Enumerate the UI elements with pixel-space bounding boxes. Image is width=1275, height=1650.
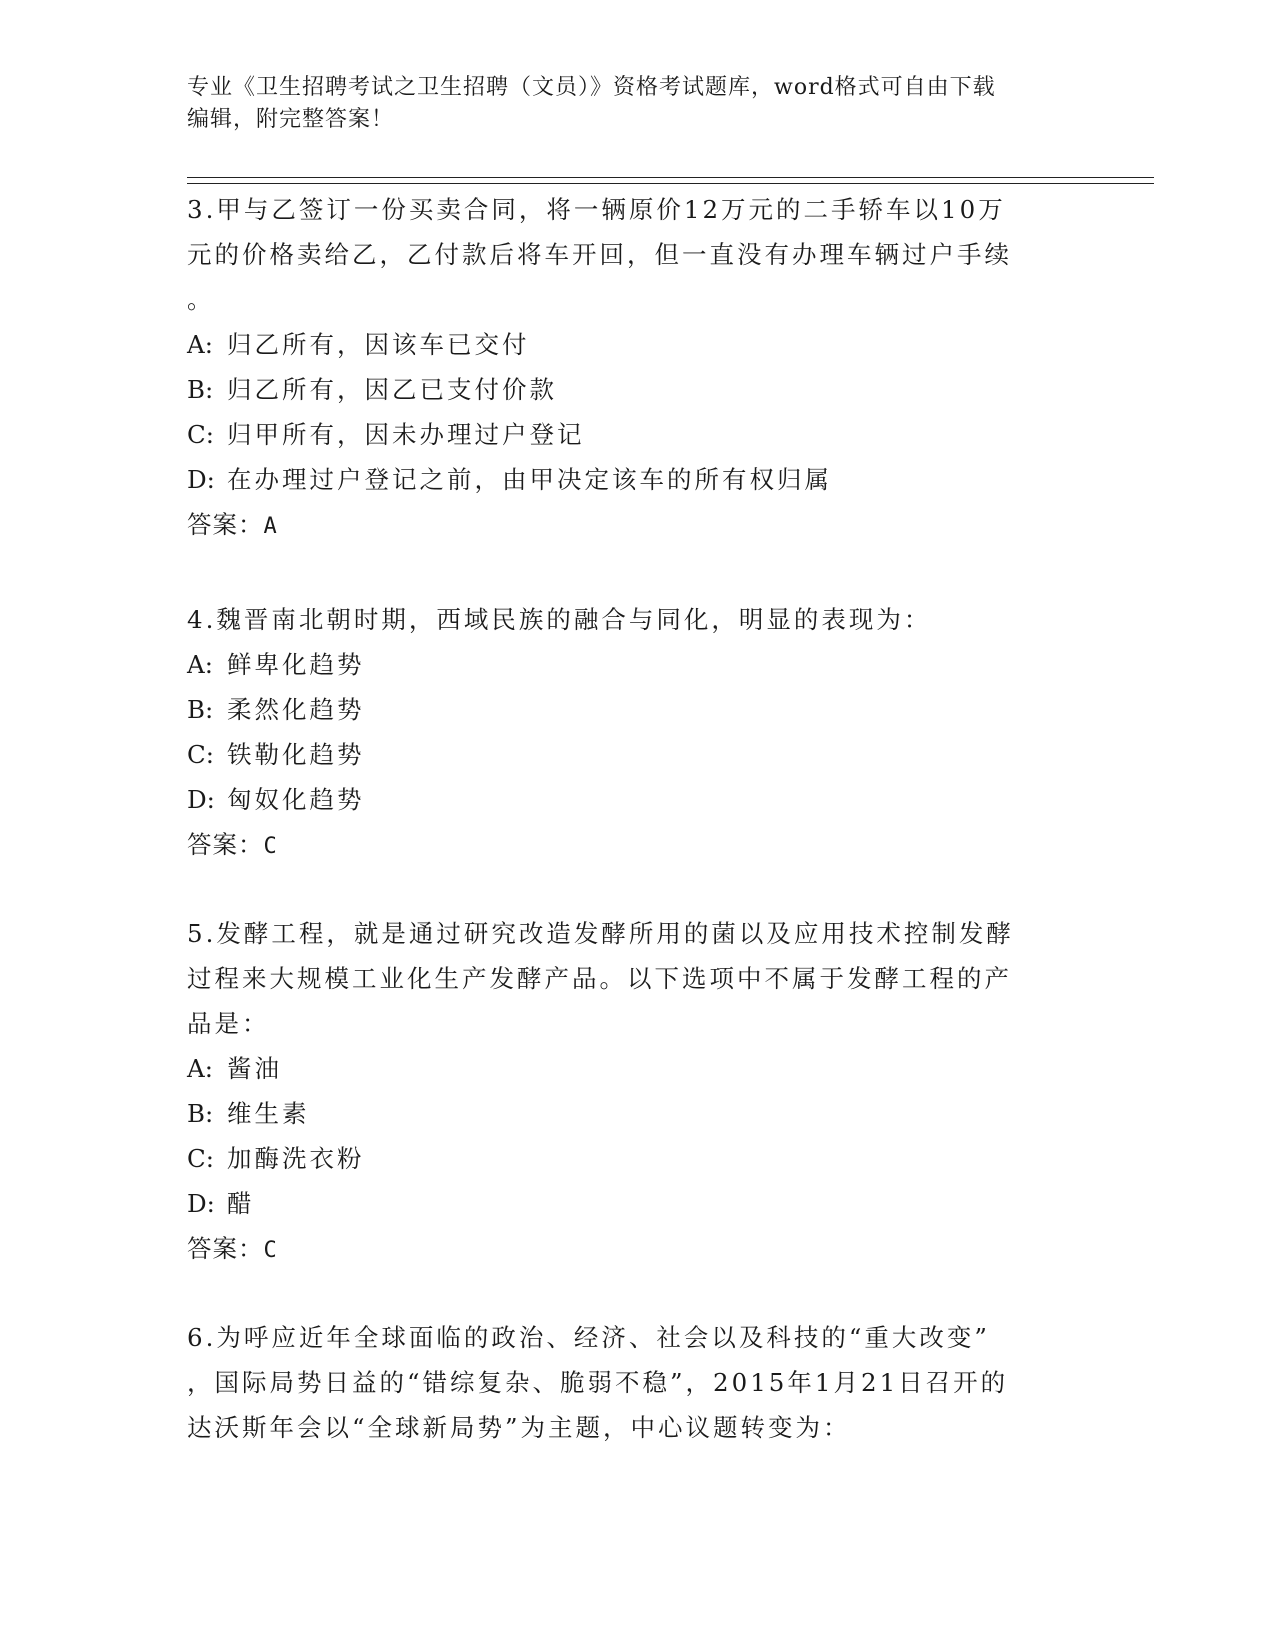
option-text: 归甲所有，因未办理过户登记 (227, 420, 585, 449)
option-d (187, 777, 1087, 822)
question-3 (187, 187, 1087, 547)
option-key: A: (187, 1054, 213, 1083)
option-a (187, 642, 1087, 687)
option-text: 铁勒化趋势 (227, 740, 365, 769)
question-6 (187, 1315, 1087, 1450)
option-c (187, 412, 1087, 457)
option-text: 醋 (227, 1189, 255, 1218)
header-divider-bottom (187, 183, 1154, 184)
answer-value: C (263, 1238, 278, 1263)
option-key: C: (187, 740, 215, 769)
question-stem: 5.发酵工程，就是通过研究改造发酵所用的菌以及应用技术控制发酵 过程来大规模工业化生产发酵产品。以下选项中不属于发酵工程的产 品是： (187, 919, 1014, 1038)
option-b (187, 367, 1087, 412)
option-text: 鲜卑化趋势 (227, 650, 365, 679)
option-text: 柔然化趋势 (227, 695, 365, 724)
option-text: 归乙所有，因乙已支付价款 (227, 375, 557, 404)
option-a (187, 322, 1087, 367)
option-text: 归乙所有，因该车已交付 (227, 330, 530, 359)
option-key: B: (187, 1099, 214, 1128)
option-d (187, 1181, 1087, 1226)
document-header: 专业《卫生招聘考试之卫生招聘（文员）》资格考试题库，word格式可自由下载 编辑，附完整答案！ (187, 75, 996, 132)
option-key: D: (187, 1189, 215, 1218)
option-key: D: (187, 785, 215, 814)
option-key: D: (187, 465, 215, 494)
answer (187, 502, 1087, 547)
option-key: A: (187, 650, 213, 679)
option-text: 在办理过户登记之前，由甲决定该车的所有权归属 (227, 465, 832, 494)
answer-label: 答案： (187, 830, 264, 859)
option-text: 加酶洗衣粉 (227, 1144, 365, 1173)
option-a (187, 1046, 1087, 1091)
question-stem: 6.为呼应近年全球面临的政治、经济、社会以及科技的“重大改变” ，国际局势日益的“错综复杂、脆弱不稳”，2015年1月21日召开的 达沃斯年会以“全球新局势”为主题，中心议题转变为： (187, 1323, 1009, 1442)
option-text: 匈奴化趋势 (227, 785, 365, 814)
option-key: C: (187, 1144, 215, 1173)
answer-value: C (263, 834, 278, 859)
question-stem: 4.魏晋南北朝时期，西域民族的融合与同化，明显的表现为： (187, 605, 932, 634)
question-4 (187, 597, 1087, 867)
option-key: B: (187, 375, 214, 404)
option-text: 维生素 (227, 1099, 310, 1128)
option-b (187, 687, 1087, 732)
question-stem: 3.甲与乙签订一份买卖合同，将一辆原价12万元的二手轿车以10万 元的价格卖给乙，乙付款后将车开回，但一直没有办理车辆过户手续 。 (187, 195, 1012, 314)
option-key: A: (187, 330, 213, 359)
header-divider-top (187, 177, 1154, 178)
question-5 (187, 911, 1087, 1271)
option-key: C: (187, 420, 215, 449)
option-key: B: (187, 695, 214, 724)
option-c (187, 732, 1087, 777)
answer (187, 822, 1087, 867)
answer-label: 答案： (187, 1234, 264, 1263)
answer (187, 1226, 1087, 1271)
option-d (187, 457, 1087, 502)
option-c (187, 1136, 1087, 1181)
option-text: 酱油 (227, 1054, 282, 1083)
answer-value: A (263, 514, 278, 539)
answer-label: 答案： (187, 510, 264, 539)
option-b (187, 1091, 1087, 1136)
